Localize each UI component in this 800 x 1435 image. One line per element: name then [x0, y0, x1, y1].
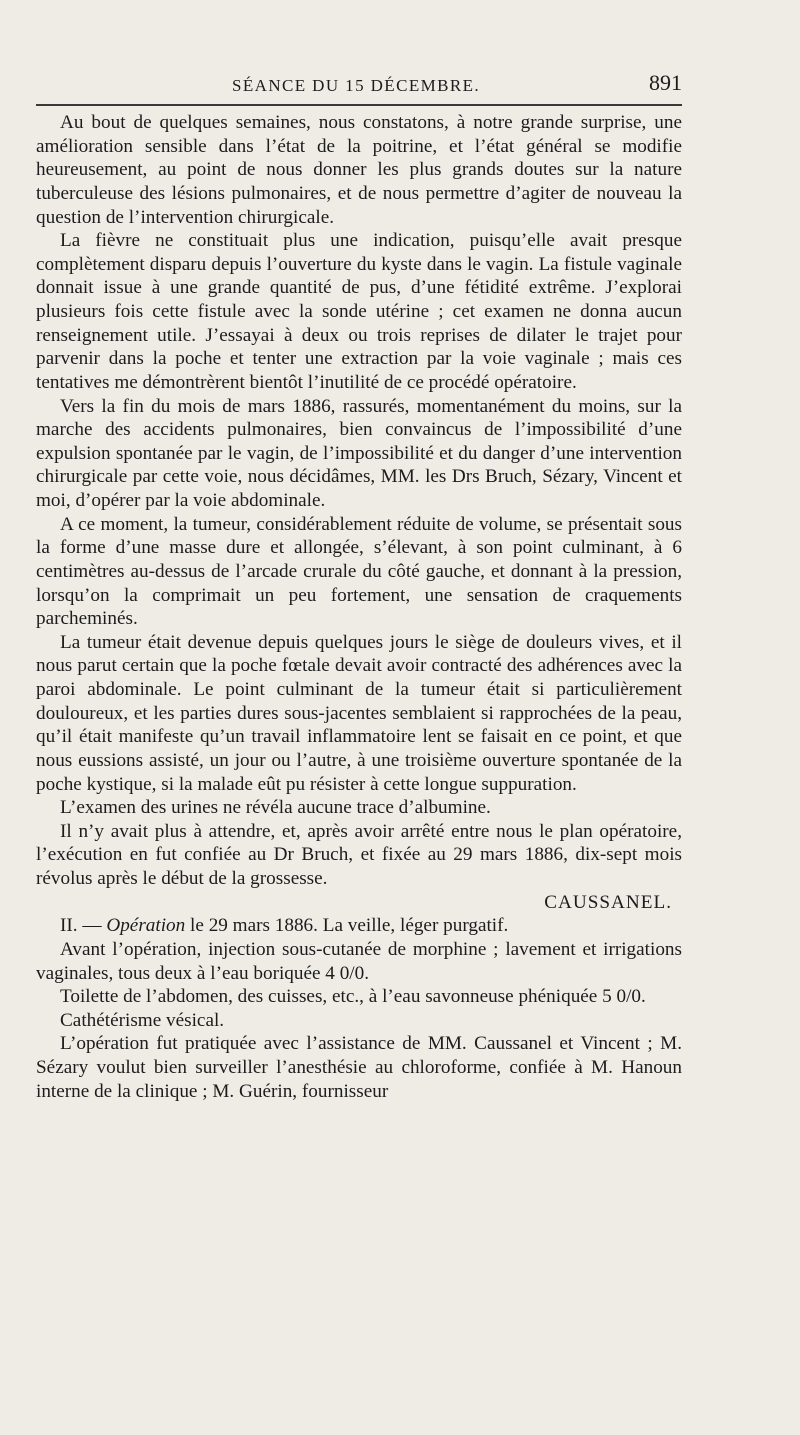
section-title: Opération — [106, 915, 186, 937]
section-number: II. — — [60, 915, 102, 937]
paragraph: Toilette de l’abdomen, des cuisses, etc., à l’eau savonneuse phéniquée 5 0/0. — [60, 986, 646, 1008]
paragraph: Avant l’opération, injection sous-cutanée de morphine ; lavement et irrigations vaginales, tous deux à l’eau boriquée 4 0/0. — [36, 938, 682, 984]
paragraph: Au bout de quelques semaines, nous constatons, à notre grande surprise, une amélioration sensible dans l’état de la poitrine, et l’état général se modifie heureusement, au point de nous donner les plus grands doutes sur la nature tuberculeuse des lésions pulmonaires, et de nous permettre d’agiter de nouveau la question de l’intervention chirurgicale. — [36, 112, 682, 228]
paragraph: Vers la fin du mois de mars 1886, rassurés, momentanément du moins, sur la marche des accidents pulmonaires, bien convaincus de l’impossibilité d’une expulsion spontanée par le vagin, de l’impossibilité et du danger d’une intervention chirurgicale par cette voie, nous décidâmes, MM. les Drs Bruch, Sézary, Vincent et moi, d’opérer par la voie abdominale. — [36, 395, 682, 511]
header-rule — [36, 104, 682, 106]
paragraph: La tumeur était devenue depuis quelques jours le siège de douleurs vives, et il nous parut certain que la poche fœtale devait avoir contracté des adhérences avec la paroi abdominale. Le point culminant de la tumeur était si particulièrement douloureux, et les parties dures sous-jacentes semblaient si rapprochées de la peau, qu’il était manifeste qu’un travail inflammatoire lent se faisait en ce point, et que nous eussions assisté, un jour ou l’autre, à une troisième ouverture spontanée de la poche kystique, si la malade eût pu résister à cette longue suppuration. — [36, 631, 682, 795]
paragraph: Cathétérisme vésical. — [60, 1009, 225, 1031]
paragraph: L’opération fut pratiquée avec l’assistance de MM. Caussanel et Vincent ; M. Sézary voulut bien surveiller l’anesthésie au chloroforme, confiée à M. Hanoun interne de la clinique ; M. Guérin, fournisseur — [36, 1033, 682, 1102]
paragraph: Il n’y avait plus à attendre, et, après avoir arrêté entre nous le plan opératoire, l’exécution en fut confiée au Dr Bruch, et fixée au 29 mars 1886, dix-sept mois révolus après le début de la grossesse. — [36, 820, 682, 889]
page-header — [36, 70, 682, 100]
section-heading-paragraph — [36, 914, 682, 938]
section-text: le 29 mars 1886. La veille, léger purgatif. — [185, 915, 509, 937]
author-signature: CAUSSANEL. — [544, 891, 672, 913]
running-head: SÉANCE DU 15 DÉCEMBRE. — [232, 76, 481, 95]
page-number: 891 — [649, 70, 682, 95]
body-text — [36, 111, 682, 1103]
paragraph: A ce moment, la tumeur, considérablement réduite de volume, se présentait sous la forme d’une masse dure et allongée, s’élevant, à son point culminant, à 6 centimètres au-dessus de l’arcade crurale du côté gauche, et donnant à la pression, lorsqu’on la comprimait un peu fortement, une sensation de craquements parcheminés. — [36, 513, 682, 630]
paragraph: L’examen des urines ne révéla aucune trace d’albumine. — [60, 797, 491, 819]
paragraph: La fièvre ne constituait plus une indication, puisqu’elle avait presque complètement disparu depuis l’ouverture du kyste dans le vagin. La fistule vaginale donnait issue à une grande quantité de pus, d’une fétidité extrême. J’explorai plusieurs fois cette fistule avec la sonde utérine ; cet examen ne donna aucun renseignement utile. J’essayai à deux ou trois reprises de dilater le trajet pour parvenir dans la poche et tenter une extraction par la voie vaginale ; mais ces tentatives me démontrèrent bientôt l’inutilité de ce procédé opératoire. — [36, 230, 682, 393]
